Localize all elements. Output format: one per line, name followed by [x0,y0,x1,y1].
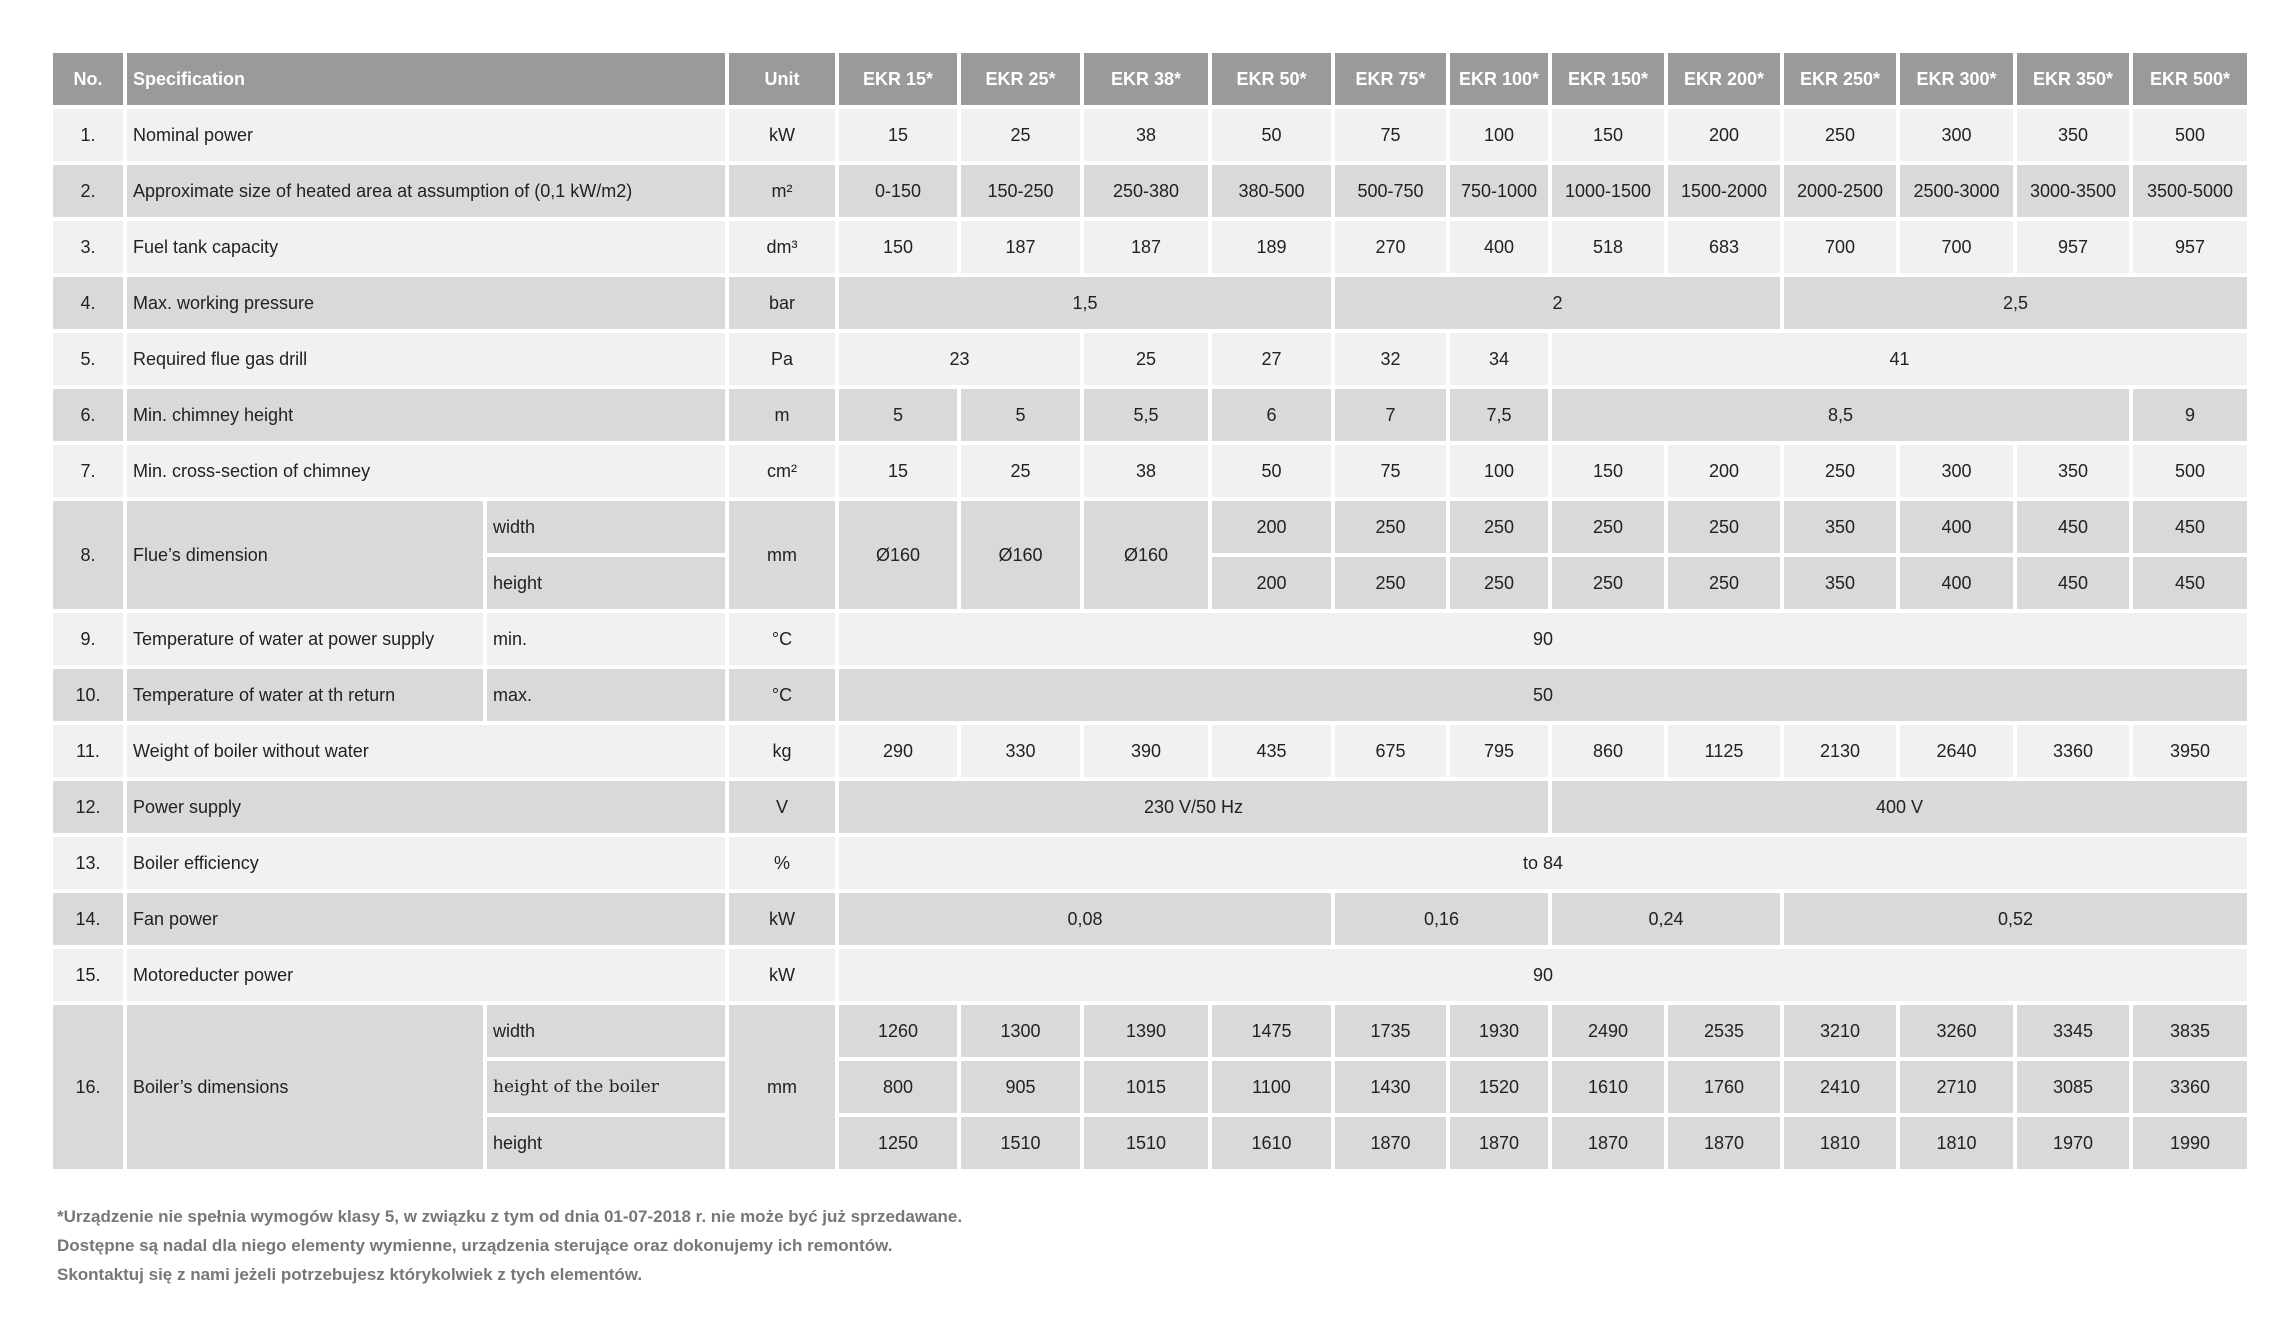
cell-value: 100 [1450,445,1548,497]
cell-value: 957 [2133,221,2247,273]
row-label: Max. working pressure [127,277,725,329]
header-model: EKR 15* [839,53,957,105]
header-model: EKR 75* [1335,53,1446,105]
cell-value: 25 [1084,333,1208,385]
cell-value: 15 [839,109,957,161]
cell-value: 300 [1900,445,2013,497]
cell-value: 38 [1084,109,1208,161]
row-label: Fan power [127,893,725,945]
cell-value: 1510 [1084,1117,1208,1169]
cell-value: 250 [1784,445,1896,497]
cell-value: 860 [1552,725,1664,777]
cell-value: 200 [1668,109,1780,161]
cell-value: 187 [1084,221,1208,273]
header-unit: Unit [729,53,835,105]
cell-value: 250 [1552,501,1664,553]
cell-value: 25 [961,109,1080,161]
cell-value: 518 [1552,221,1664,273]
row-unit: kW [729,893,835,945]
cell-value: 2,5 [1784,277,2247,329]
row-number: 16. [53,1005,123,1169]
cell-value: 2000-2500 [1784,165,1896,217]
table-row [53,949,2247,1001]
footnote-line: Dostępne są nadal dla niego elementy wymienne, urządzenia sterujące oraz dokonujemy ich remontów. [57,1236,893,1255]
row-number: 12. [53,781,123,833]
row-unit: kg [729,725,835,777]
cell-value: 330 [961,725,1080,777]
row-sublabel: height [487,1117,725,1169]
row-unit: m [729,389,835,441]
cell-value: 8,5 [1552,389,2129,441]
cell-value: 350 [2017,445,2129,497]
row-label: Boiler efficiency [127,837,725,889]
cell-value: 250 [1668,501,1780,553]
cell-value: 795 [1450,725,1548,777]
cell-value: 1930 [1450,1005,1548,1057]
header-model: EKR 350* [2017,53,2129,105]
cell-value: 189 [1212,221,1331,273]
header-model: EKR 38* [1084,53,1208,105]
cell-value: 1100 [1212,1061,1331,1113]
row-label: Weight of boiler without water [127,725,725,777]
cell-value: 0,16 [1335,893,1548,945]
cell-value: 0,24 [1552,893,1780,945]
row-unit: °C [729,669,835,721]
cell-value: 683 [1668,221,1780,273]
cell-value: 250 [1335,501,1446,553]
row-unit: dm³ [729,221,835,273]
footnote [57,1202,962,1289]
row-sublabel: width [487,501,725,553]
cell-value: 1260 [839,1005,957,1057]
row-number: 11. [53,725,123,777]
cell-value: 3500-5000 [2133,165,2247,217]
cell-value: 450 [2017,501,2129,553]
cell-value: Ø160 [1084,501,1208,609]
row-number: 13. [53,837,123,889]
cell-value: 350 [1784,557,1896,609]
cell-value: 2 [1335,277,1780,329]
footnote-line: Skontaktuj się z nami jeżeli potrzebujesz którykolwiek z tych elementów. [57,1265,643,1284]
cell-value: 3085 [2017,1061,2129,1113]
row-number: 14. [53,893,123,945]
cell-value: 2535 [1668,1005,1780,1057]
row-sublabel: height of the boiler [487,1061,725,1113]
cell-value: 150 [1552,445,1664,497]
row-number: 9. [53,613,123,665]
header-model: EKR 250* [1784,53,1896,105]
cell-value: 1015 [1084,1061,1208,1113]
row-number: 4. [53,277,123,329]
cell-value: 23 [839,333,1080,385]
cell-value: 50 [1212,109,1331,161]
row-number: 6. [53,389,123,441]
row-label: Power supply [127,781,725,833]
row-unit: kW [729,109,835,161]
cell-value: 3360 [2017,725,2129,777]
row-sublabel: height [487,557,725,609]
cell-value: 25 [961,445,1080,497]
table-row [53,165,2247,217]
row-number: 5. [53,333,123,385]
cell-value: 1870 [1668,1117,1780,1169]
row-label: Temperature of water at power supply [127,613,483,665]
cell-value: 1,5 [839,277,1331,329]
row-unit: V [729,781,835,833]
cell-value: 3345 [2017,1005,2129,1057]
row-number: 2. [53,165,123,217]
row-label: Flue’s dimension [127,501,483,609]
header-model: EKR 150* [1552,53,1664,105]
row-sublabel: max. [487,669,725,721]
cell-value: 75 [1335,109,1446,161]
cell-value: 750-1000 [1450,165,1548,217]
cell-value: 400 [1900,557,2013,609]
cell-value: 100 [1450,109,1548,161]
table-row [53,389,2247,441]
row-unit: % [729,837,835,889]
cell-value: 1125 [1668,725,1780,777]
cell-value: 1500-2000 [1668,165,1780,217]
header-model: EKR 200* [1668,53,1780,105]
cell-value: 5,5 [1084,389,1208,441]
cell-value: 1300 [961,1005,1080,1057]
cell-value: Ø160 [961,501,1080,609]
cell-value: 150-250 [961,165,1080,217]
table-row [53,277,2247,329]
header-no: No. [53,53,123,105]
cell-value: 15 [839,445,957,497]
header-model: EKR 500* [2133,53,2247,105]
cell-value: 2130 [1784,725,1896,777]
header-model: EKR 50* [1212,53,1331,105]
cell-value: 34 [1450,333,1548,385]
cell-value: 32 [1335,333,1446,385]
cell-value: 2710 [1900,1061,2013,1113]
row-label: Required flue gas drill [127,333,725,385]
cell-value: 0-150 [839,165,957,217]
cell-value: 250 [1335,557,1446,609]
cell-value: 50 [1212,445,1331,497]
cell-value: 90 [839,613,2247,665]
cell-value: 1390 [1084,1005,1208,1057]
cell-value: 350 [2017,109,2129,161]
cell-value: 450 [2133,557,2247,609]
cell-value: 50 [839,669,2247,721]
cell-value: 200 [1668,445,1780,497]
row-number: 8. [53,501,123,609]
row-label: Motoreducter power [127,949,725,1001]
cell-value: 7,5 [1450,389,1548,441]
cell-value: 700 [1784,221,1896,273]
cell-value: 905 [961,1061,1080,1113]
table-row [53,501,2247,553]
cell-value: 1870 [1450,1117,1548,1169]
cell-value: 250 [1450,557,1548,609]
table-row [53,613,2247,665]
row-unit: mm [729,1005,835,1169]
cell-value: 200 [1212,501,1331,553]
cell-value: 450 [2017,557,2129,609]
cell-value: 300 [1900,109,2013,161]
cell-value: 2640 [1900,725,2013,777]
cell-value: 3260 [1900,1005,2013,1057]
row-unit: mm [729,501,835,609]
cell-value: 1810 [1900,1117,2013,1169]
cell-value: 250 [1784,109,1896,161]
row-number: 3. [53,221,123,273]
table-row [53,333,2247,385]
row-number: 15. [53,949,123,1001]
cell-value: 2490 [1552,1005,1664,1057]
row-number: 7. [53,445,123,497]
cell-value: 3835 [2133,1005,2247,1057]
row-label: Min. cross-section of chimney [127,445,725,497]
cell-value: Ø160 [839,501,957,609]
cell-value: 400 [1900,501,2013,553]
header-row [53,53,2247,105]
cell-value: 1250 [839,1117,957,1169]
cell-value: 41 [1552,333,2247,385]
cell-value: 38 [1084,445,1208,497]
table-row [53,725,2247,777]
cell-value: 1610 [1552,1061,1664,1113]
cell-value: 0,52 [1784,893,2247,945]
cell-value: 1475 [1212,1005,1331,1057]
cell-value: 250 [1668,557,1780,609]
cell-value: to 84 [839,837,2247,889]
cell-value: 1760 [1668,1061,1780,1113]
cell-value: 90 [839,949,2247,1001]
footnote-line: *Urządzenie nie spełnia wymogów klasy 5, w związku z tym od dnia 01-07-2018 r. nie może być już sprzedawane. [57,1207,963,1226]
cell-value: 187 [961,221,1080,273]
cell-value: 150 [839,221,957,273]
row-unit: kW [729,949,835,1001]
cell-value: 7 [1335,389,1446,441]
header-model: EKR 25* [961,53,1080,105]
row-label: Nominal power [127,109,725,161]
cell-value: 250-380 [1084,165,1208,217]
table-row [53,221,2247,273]
cell-value: 500 [2133,445,2247,497]
row-unit: cm² [729,445,835,497]
cell-value: 1430 [1335,1061,1446,1113]
cell-value: 3950 [2133,725,2247,777]
cell-value: 1610 [1212,1117,1331,1169]
cell-value: 150 [1552,109,1664,161]
cell-value: 2500-3000 [1900,165,2013,217]
cell-value: 3000-3500 [2017,165,2129,217]
cell-value: 200 [1212,557,1331,609]
cell-value: 5 [839,389,957,441]
cell-value: 500 [2133,109,2247,161]
cell-value: 675 [1335,725,1446,777]
header-model: EKR 100* [1450,53,1548,105]
table-row [53,669,2247,721]
cell-value: 1520 [1450,1061,1548,1113]
cell-value: 500-750 [1335,165,1446,217]
cell-value: 390 [1084,725,1208,777]
cell-value: 290 [839,725,957,777]
cell-value: 1990 [2133,1117,2247,1169]
row-sublabel: min. [487,613,725,665]
cell-value: 400 [1450,221,1548,273]
cell-value: 2410 [1784,1061,1896,1113]
table-row [53,893,2247,945]
cell-value: 3210 [1784,1005,1896,1057]
cell-value: 75 [1335,445,1446,497]
cell-value: 1510 [961,1117,1080,1169]
table-row [53,781,2247,833]
cell-value: 230 V/50 Hz [839,781,1548,833]
cell-value: 350 [1784,501,1896,553]
cell-value: 1000-1500 [1552,165,1664,217]
header-specification: Specification [127,53,725,105]
cell-value: 5 [961,389,1080,441]
row-label: Temperature of water at th return [127,669,483,721]
row-sublabel: width [487,1005,725,1057]
row-unit: °C [729,613,835,665]
row-label: Min. chimney height [127,389,725,441]
cell-value: 27 [1212,333,1331,385]
row-label: Boiler’s dimensions [127,1005,483,1169]
cell-value: 250 [1450,501,1548,553]
cell-value: 250 [1552,557,1664,609]
row-unit: m² [729,165,835,217]
cell-value: 435 [1212,725,1331,777]
cell-value: 380-500 [1212,165,1331,217]
table-row [53,109,2247,161]
cell-value: 0,08 [839,893,1331,945]
row-number: 1. [53,109,123,161]
specification-table [49,49,2251,1173]
cell-value: 1810 [1784,1117,1896,1169]
table-row [53,1005,2247,1057]
row-label: Fuel tank capacity [127,221,725,273]
cell-value: 1970 [2017,1117,2129,1169]
cell-value: 3360 [2133,1061,2247,1113]
header-model: EKR 300* [1900,53,2013,105]
cell-value: 450 [2133,501,2247,553]
cell-value: 800 [839,1061,957,1113]
cell-value: 1735 [1335,1005,1446,1057]
cell-value: 400 V [1552,781,2247,833]
row-number: 10. [53,669,123,721]
cell-value: 700 [1900,221,2013,273]
cell-value: 270 [1335,221,1446,273]
table-row [53,837,2247,889]
row-unit: bar [729,277,835,329]
cell-value: 1870 [1552,1117,1664,1169]
cell-value: 6 [1212,389,1331,441]
cell-value: 957 [2017,221,2129,273]
cell-value: 9 [2133,389,2247,441]
cell-value: 1870 [1335,1117,1446,1169]
row-label: Approximate size of heated area at assumption of (0,1 kW/m2) [127,165,725,217]
table-row [53,445,2247,497]
row-unit: Pa [729,333,835,385]
